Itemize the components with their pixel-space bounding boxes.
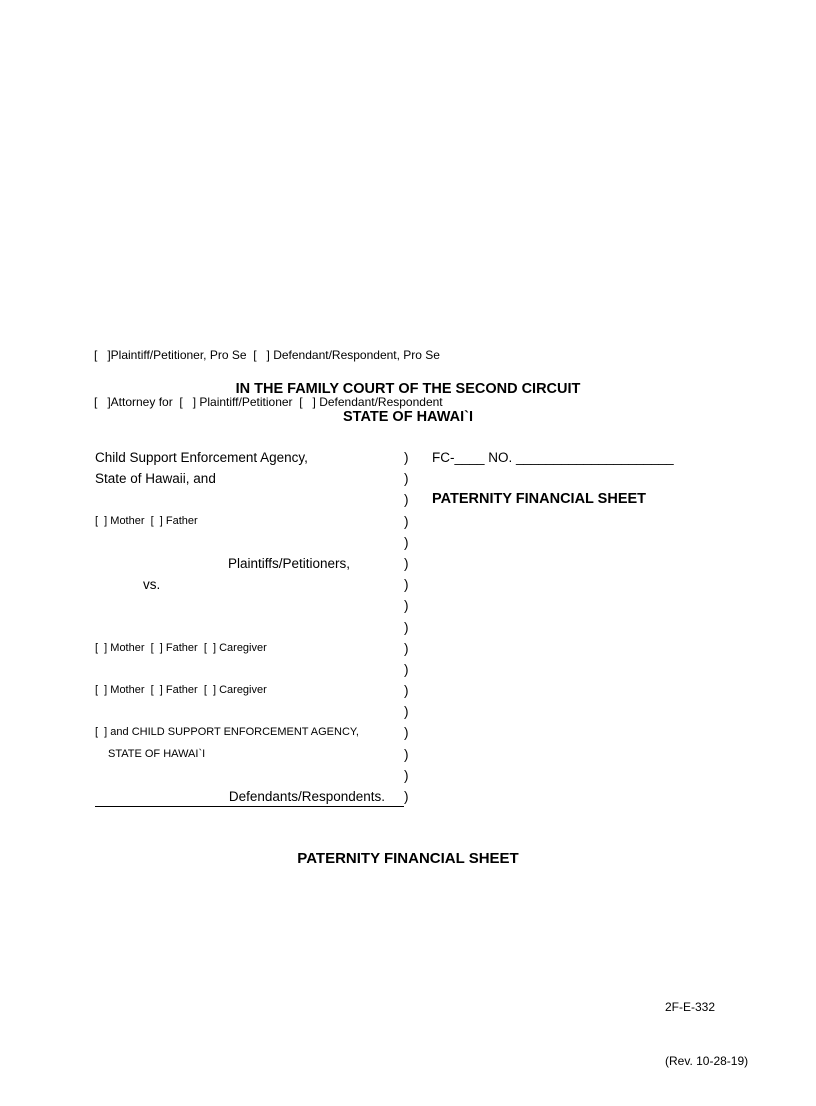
caption-paren: ) xyxy=(404,661,409,677)
party-line-state-hawaii: STATE OF HAWAI`I xyxy=(108,747,206,760)
court-heading-line1: IN THE FAMILY COURT OF THE SECOND CIRCUIT xyxy=(235,381,581,397)
party-checkboxes-plaintiff: [ ] Mother [ ] Father xyxy=(95,514,198,527)
party-checkboxes-defendant-2: [ ] Mother [ ] Father [ ] Caregiver xyxy=(95,684,267,697)
caption-paren: ) xyxy=(404,746,409,762)
caption-paren: ) xyxy=(404,683,409,699)
party-line-blank xyxy=(95,617,404,638)
case-info-blank xyxy=(432,468,687,489)
caption-paren: ) xyxy=(404,598,409,614)
caption-paren-column xyxy=(404,447,418,807)
form-footer xyxy=(665,962,748,1106)
caption-paren: ) xyxy=(404,555,409,571)
pro-se-line-2: [ ]Attorney for [ ] Plaintiff/Petitioner [ ] Defendant/Respondent xyxy=(94,394,443,409)
form-revision-date: (Rev. 10-28-19) xyxy=(665,1054,749,1068)
form-number: 2F-E-332 xyxy=(665,1000,716,1014)
party-line-blank xyxy=(95,701,404,722)
party-line-blank xyxy=(95,595,404,616)
party-line-blank xyxy=(95,489,404,510)
defendants-label: Defendants/Respondents. xyxy=(95,786,404,807)
caption-paren: ) xyxy=(404,471,409,487)
caption-paren: ) xyxy=(404,534,409,550)
party-line-blank xyxy=(95,532,404,553)
case-number-line: FC-____ NO. _____________________ xyxy=(432,450,674,465)
pro-se-line-1: [ ]Plaintiff/Petitioner, Pro Se [ ] Defendant/Respondent, Pro Se xyxy=(94,348,440,362)
caption-paren: ) xyxy=(404,640,409,656)
party-checkbox-csea: [ ] and CHILD SUPPORT ENFORCEMENT AGENCY, xyxy=(95,726,359,739)
party-checkboxes-defendant-1: [ ] Mother [ ] Father [ ] Caregiver xyxy=(95,641,267,654)
document-title: PATERNITY FINANCIAL SHEET xyxy=(297,850,519,867)
party-line-agency: Child Support Enforcement Agency, xyxy=(95,450,308,465)
caption-paren: ) xyxy=(404,619,409,635)
caption-paren: ) xyxy=(404,492,409,508)
caption-paren: ) xyxy=(404,767,409,783)
caption-paren: ) xyxy=(404,513,409,529)
court-heading-line2: STATE OF HAWAI`I xyxy=(343,409,473,425)
party-line-blank xyxy=(95,765,404,786)
caption-document-title: PATERNITY FINANCIAL SHEET xyxy=(432,491,647,508)
party-line-blank xyxy=(95,659,404,680)
vs-label: vs. xyxy=(143,577,161,593)
caption-paren: ) xyxy=(404,725,409,741)
caption-paren: ) xyxy=(404,704,409,720)
party-line-state-and: State of Hawaii, and xyxy=(95,471,216,487)
caption-case-info-column xyxy=(418,447,687,807)
case-caption xyxy=(95,447,687,807)
caption-paren: ) xyxy=(404,577,409,593)
caption-paren: ) xyxy=(404,450,409,465)
plaintiffs-label: Plaintiffs/Petitioners, xyxy=(227,555,350,571)
caption-parties-column xyxy=(95,447,404,807)
caption-paren: ) xyxy=(404,789,409,804)
